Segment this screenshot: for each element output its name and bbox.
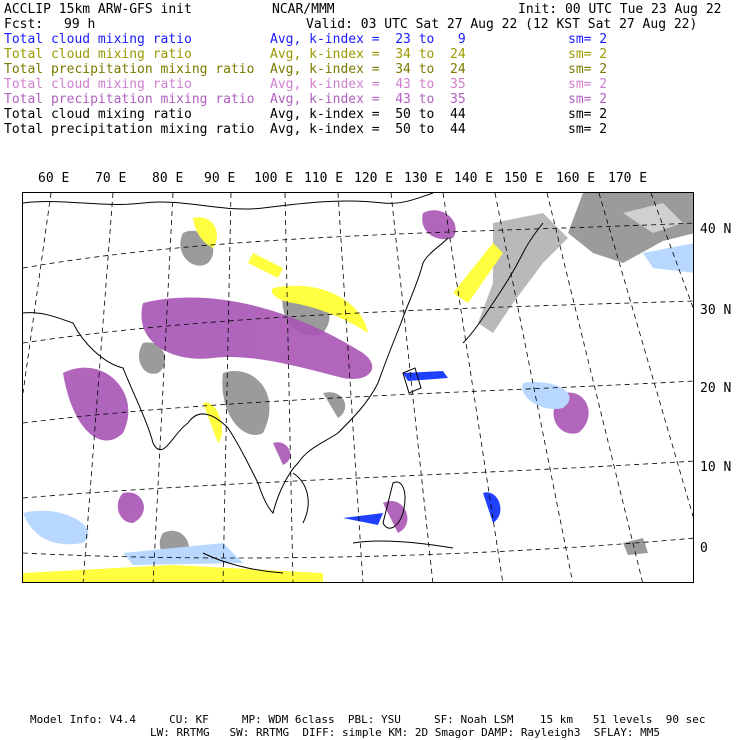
field-name: Total precipitation mixing ratio	[4, 122, 255, 137]
model-title: ACCLIP 15km ARW-GFS init	[4, 2, 192, 17]
lon-label: 120 E	[354, 171, 394, 186]
field-smoothing: sm= 2	[568, 122, 608, 137]
map-panel	[22, 192, 694, 583]
lon-label: 70 E	[95, 171, 127, 186]
field-avg: Avg, k-index = 23 to 9	[270, 32, 466, 47]
lon-label: 80 E	[152, 171, 184, 186]
model-info: Model Info: V4.4 CU: KF MP: WDM 6class PBL: YSU SF: Noah LSM 15 km 51 levels 90 sec	[30, 713, 706, 726]
field-name: Total precipitation mixing ratio	[4, 62, 255, 77]
lon-label: 110 E	[304, 171, 344, 186]
map-canvas	[23, 193, 694, 583]
field-smoothing: sm= 2	[568, 32, 608, 47]
lat-label: 40 N	[700, 222, 732, 237]
lat-label: 30 N	[700, 303, 732, 318]
lat-label: 10 N	[700, 460, 732, 475]
field-avg: Avg, k-index = 50 to 44	[270, 122, 466, 137]
field-avg: Avg, k-index = 50 to 44	[270, 107, 466, 122]
lon-label: 100 E	[254, 171, 294, 186]
lon-label: 130 E	[404, 171, 444, 186]
forecast-label: Fcst:	[4, 17, 44, 32]
field-smoothing: sm= 2	[568, 62, 608, 77]
field-smoothing: sm= 2	[568, 77, 608, 92]
lat-label: 0	[700, 541, 708, 556]
field-name: Total precipitation mixing ratio	[4, 92, 255, 107]
valid-time: Valid: 03 UTC Sat 27 Aug 22 (12 KST Sat 27 Aug 22)	[306, 17, 698, 32]
field-name: Total cloud mixing ratio	[4, 107, 192, 122]
lon-label: 160 E	[556, 171, 596, 186]
field-smoothing: sm= 2	[568, 47, 608, 62]
lon-label: 140 E	[454, 171, 494, 186]
lat-label: 20 N	[700, 381, 732, 396]
forecast-hours: 99 h	[64, 17, 96, 32]
lon-label: 60 E	[38, 171, 70, 186]
field-name: Total cloud mixing ratio	[4, 77, 192, 92]
lon-label: 90 E	[204, 171, 236, 186]
field-name: Total cloud mixing ratio	[4, 32, 192, 47]
lon-label: 170 E	[608, 171, 648, 186]
field-avg: Avg, k-index = 43 to 35	[270, 92, 466, 107]
init-time: Init: 00 UTC Tue 23 Aug 22	[518, 2, 722, 17]
org-label: NCAR/MMM	[272, 2, 335, 17]
lon-label: 150 E	[504, 171, 544, 186]
field-avg: Avg, k-index = 34 to 24	[270, 62, 466, 77]
field-smoothing: sm= 2	[568, 92, 608, 107]
field-smoothing: sm= 2	[568, 107, 608, 122]
field-name: Total cloud mixing ratio	[4, 47, 192, 62]
physics-info: LW: RRTMG SW: RRTMG DIFF: simple KM: 2D Smagor DAMP: Rayleigh3 SFLAY: MM5	[150, 726, 660, 739]
field-avg: Avg, k-index = 34 to 24	[270, 47, 466, 62]
field-avg: Avg, k-index = 43 to 35	[270, 77, 466, 92]
